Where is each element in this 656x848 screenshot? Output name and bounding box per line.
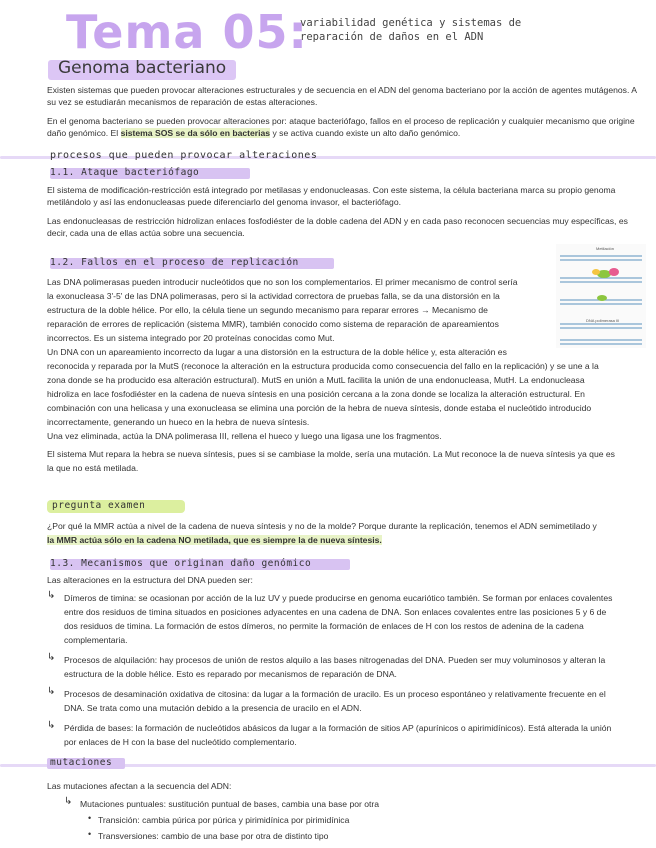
intro-paragraph-1: Existen sistemas que pueden provocar alteraciones estructurales y de secuencia en el ADN del genoma bacteriano por la acción de agentes mutágenos. A su vez se estudiarán mecanismos de reparación de estas alteraciones.: [47, 85, 637, 108]
exam-question: ¿Por qué la MMR actúa a nivel de la cadena de nueva síntesis y no de la molde? Porque durante la replicación, tenemos el ADN semimetilado y: [47, 521, 597, 531]
s2-line: Un DNA con un apareamiento incorrecto da lugar a una distorsión en la estructura de la doble hélice y, esta alteración es: [47, 347, 507, 357]
s2-line: incorrectamente, generando un hueco en la hebra de nueva síntesis.: [47, 417, 310, 427]
item-line: estructura de la doble hélice. Esto es reparado por mecanismos de reparación de DNA.: [64, 669, 397, 679]
s1-paragraph-1: El sistema de modificación-restricción está integrado por metilasas y endonucleasas. Con este sistema, la célula bacteriana marca su propio genoma metilándolo y así las endonucleasas puede diferenciarlo del genoma invasor, el bacteriófago.: [47, 185, 616, 208]
item-line: entre dos residuos de timina situados en posiciones adyacentes en una cadena de DNA. Son enlaces covalentes entre las posiciones 5 y 6 de: [64, 607, 607, 617]
item-line: DNA. Se trata como una mutación debido a la presencia de uracilo en el ADN.: [64, 703, 362, 713]
arrow-icon: ↳: [47, 652, 56, 663]
s3-title: 1.3. Mecanismos que originan daño genómico: [50, 558, 312, 569]
diagram-label-top: Metilación: [596, 246, 615, 251]
s2-line: El sistema Mut repara la hebra se nueva síntesis, pues si se cambiase la molde, sería una mutación. La Mut reconoce la de nueva síntesis ya que es: [47, 449, 615, 459]
s2-line: zona donde se ha producido esa alteración estructural). MutS en unión a MutL facilita la unión de una endonucleasa, MutH. La endonucleasa: [47, 375, 585, 385]
transicion: Transición: cambia púrica por púrica y pirimidínica por pirimidínica: [98, 815, 350, 825]
bullet: •: [88, 829, 92, 839]
s2-line: reconocida y reparada por la MutS (reconoce la alteración en la estructura producida como consecuencia del fallo en la replicación) y se une a la: [47, 361, 599, 371]
s3-intro: Las alteraciones en la estructura del DNA pueden ser:: [47, 575, 253, 585]
item-line: Procesos de desaminación oxidativa de citosina: da lugar a la formación de uracilo. Es un proceso espontáneo y relativamente frecuente en el: [64, 689, 606, 699]
arrow-icon: ↳: [47, 590, 56, 601]
subtitle-line-1: variabilidad genética y sistemas de: [300, 17, 522, 29]
s2-line: la que no está metilada.: [47, 463, 139, 473]
item-line: complementaria.: [64, 635, 128, 645]
s2-line: estructura de la doble hélice. Por ello, la célula tiene un segundo mecanismo para reparar errores → Mecanismo de: [47, 305, 488, 315]
arrow-icon: ↳: [47, 686, 56, 697]
s2-line: incorrectos. Es un sistema integrado por 20 proteínas conocidas como Mut.: [47, 333, 335, 343]
procesos-heading: procesos que pueden provocar alteraciones: [50, 150, 318, 161]
exam-answer: la MMR actúa sólo en la cadena NO metilada, que es siempre la de nueva síntesis.: [47, 535, 382, 545]
page-title: Tema 05:: [66, 5, 308, 59]
section-title: Genoma bacteriano: [58, 58, 227, 78]
s2-line: combinación con una helicasa y una exonucleasa se elimina una porción de la hebra de nueva síntesis, donde estaba el nucleótido introducido: [47, 403, 592, 413]
s2-title: 1.2. Fallos en el proceso de replicación: [50, 257, 299, 268]
s2-line: la exonucleasa 3'-5' de las DNA polimerasas, pero si la actividad correctora de pruebas falla, se da una distorsión en la: [47, 291, 500, 301]
bullet: •: [88, 813, 92, 823]
s1-paragraph-2: Las endonucleasas de restricción hidrolizan enlaces fosfodiéster de la doble cadena del ADN y en cada paso reconocen secuencias muy específicas, es decir, cada una de ellas actúa sobre una secuencia.: [47, 216, 628, 239]
puntuales: Mutaciones puntuales: sustitución puntual de bases, cambia una base por otra: [80, 799, 380, 809]
arrow-icon: ↳: [64, 796, 73, 807]
exam-label: pregunta examen: [52, 500, 146, 511]
s2-line: Las DNA polimerasas pueden introducir nucleótidos que no son los complementarios. El primer mecanismo de control sería: [47, 277, 518, 287]
diagram-label-bottom: DNA polimerasa III: [586, 318, 620, 323]
arrow-icon: ↳: [47, 720, 56, 731]
s1-title: 1.1. Ataque bacteriófago: [50, 167, 200, 178]
mmr-diagram: [556, 244, 646, 348]
mutaciones-heading: mutaciones: [50, 757, 113, 768]
s2-line: reparación de errores de replicación (sistema MMR), también conocido como sistema de reparación de apareamientos: [47, 319, 499, 329]
item-line: Pérdida de bases: la formación de nucleótidos abásicos da lugar a la formación de sitios AP (apurínicos o apirimidínicos). Está alterada la unión: [64, 723, 612, 733]
intro-paragraph-2: En el genoma bacteriano se pueden provocar alteraciones por: ataque bacteriófago, fallos en el proceso de replicación y cualquier mecanismo que origine daño genómico. El sistema SOS se da sólo en bacterias y se activa cuando existe un alto daño genómico.: [47, 116, 635, 139]
item-line: por enlaces de H con la base del nucleótido complementario.: [64, 737, 297, 747]
item-line: Procesos de alquilación: hay procesos de unión de restos alquilo a las bases nitrogenadas del DNA. Pueden ser muy voluminosos y alteran la: [64, 655, 606, 665]
transversion: Transversiones: cambio de una base por otra de distinto tipo: [98, 831, 329, 841]
mutaciones-intro: Las mutaciones afectan a la secuencia del ADN:: [47, 781, 232, 791]
item-line: Dímeros de timina: se ocasionan por acción de la luz UV y puede producirse en genoma eucariótico también. Se forman por enlaces covalentes: [64, 593, 613, 603]
item-line: dos residuos de timina. La formación de estos dímeros, no permite la formación de enlaces de H con los restos de adenina de la cadena: [64, 621, 584, 631]
subtitle-line-2: reparación de daños en el ADN: [300, 31, 484, 43]
s2-line: hidroliza en lace fosfodiéster en la cadena de nueva síntesis en una posición cercana a la zona donde se localiza la alteración estructural. En: [47, 389, 585, 399]
s2-line: Una vez eliminada, actúa la DNA polimerasa III, rellena el hueco y luego una ligasa une los fragmentos.: [47, 431, 442, 441]
